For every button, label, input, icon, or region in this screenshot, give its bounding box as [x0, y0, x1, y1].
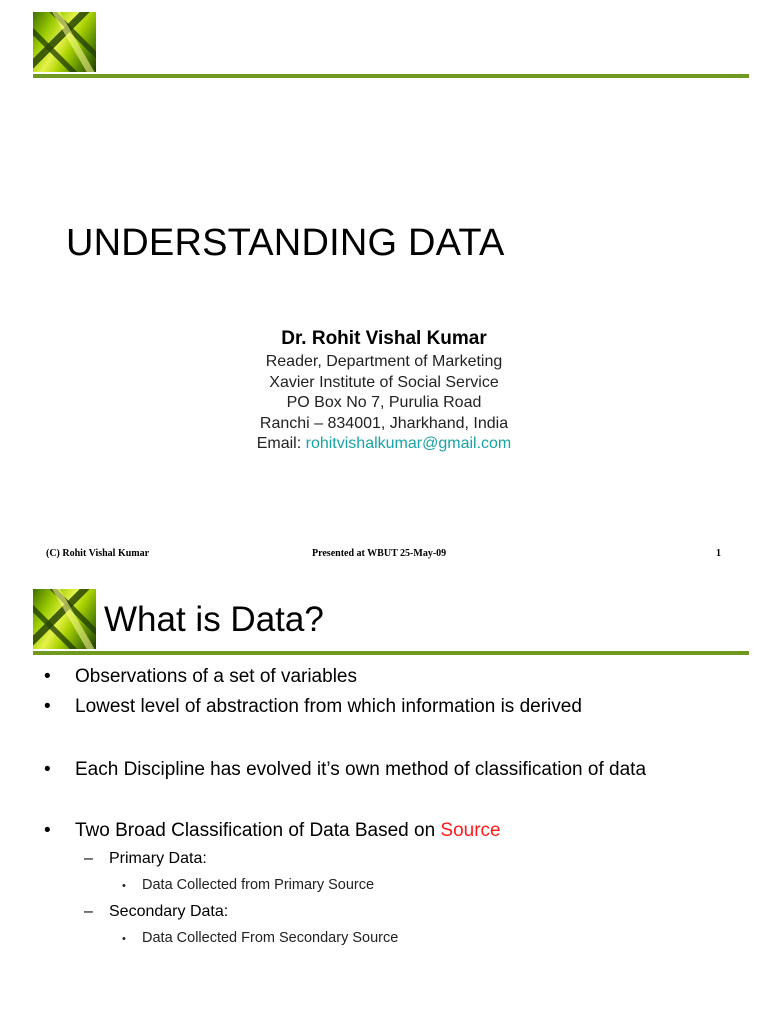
dash-icon: – — [84, 903, 93, 920]
author-position: Reader, Department of Marketing — [265, 353, 503, 370]
footer-presented: Presented at WBUT 25-May-09 — [312, 548, 447, 559]
list-item-text — [75, 820, 501, 842]
header-rule — [33, 651, 749, 655]
list-item-text: Observations of a set of variables — [75, 666, 357, 687]
header-rule — [33, 74, 749, 78]
bullet-icon: • — [44, 666, 51, 687]
bullet-icon: • — [44, 696, 51, 717]
sub-list-item-text: Secondary Data: — [109, 903, 229, 920]
slide-2 — [0, 576, 768, 1024]
list-item-text: Lowest level of abstraction from which information is derived — [75, 696, 582, 717]
footer-page-number: 1 — [716, 548, 721, 559]
author-email-line — [0, 434, 768, 455]
bullet-icon: • — [122, 933, 126, 945]
author-city: Ranchi – 834001, Jharkhand, India — [259, 414, 509, 432]
footer-copyright: (C) Rohit Vishal Kumar — [46, 548, 150, 559]
bullet-icon: • — [44, 759, 51, 780]
list-item-text-prefix: Two Broad Classification of Data Based on — [75, 820, 441, 841]
sub-sub-list-item-text: Data Collected From Secondary Source — [142, 930, 399, 946]
email-link[interactable]: rohitvishalkumar@gmail.com — [305, 435, 512, 452]
slide-title: What is Data? — [104, 600, 324, 639]
bullet-icon: • — [44, 820, 51, 841]
author-name: Dr. Rohit Vishal Kumar — [281, 328, 487, 349]
author-institute: Xavier Institute of Social Service — [269, 373, 499, 391]
author-block — [0, 326, 768, 455]
bullet-icon: • — [122, 880, 126, 892]
dash-icon: – — [84, 850, 93, 867]
author-address: PO Box No 7, Purulia Road — [286, 394, 482, 411]
logo-icon — [33, 589, 96, 649]
highlight-source: Source — [440, 820, 501, 841]
sub-list-item-text: Primary Data: — [109, 850, 207, 867]
logo-icon — [33, 12, 96, 72]
sub-sub-list-item-text: Data Collected from Primary Source — [142, 877, 375, 893]
list-item-text: Each Discipline has evolved it’s own method of classification of data — [75, 759, 647, 780]
slide-title: UNDERSTANDING DATA — [66, 222, 505, 264]
email-label: Email: — [256, 435, 306, 452]
